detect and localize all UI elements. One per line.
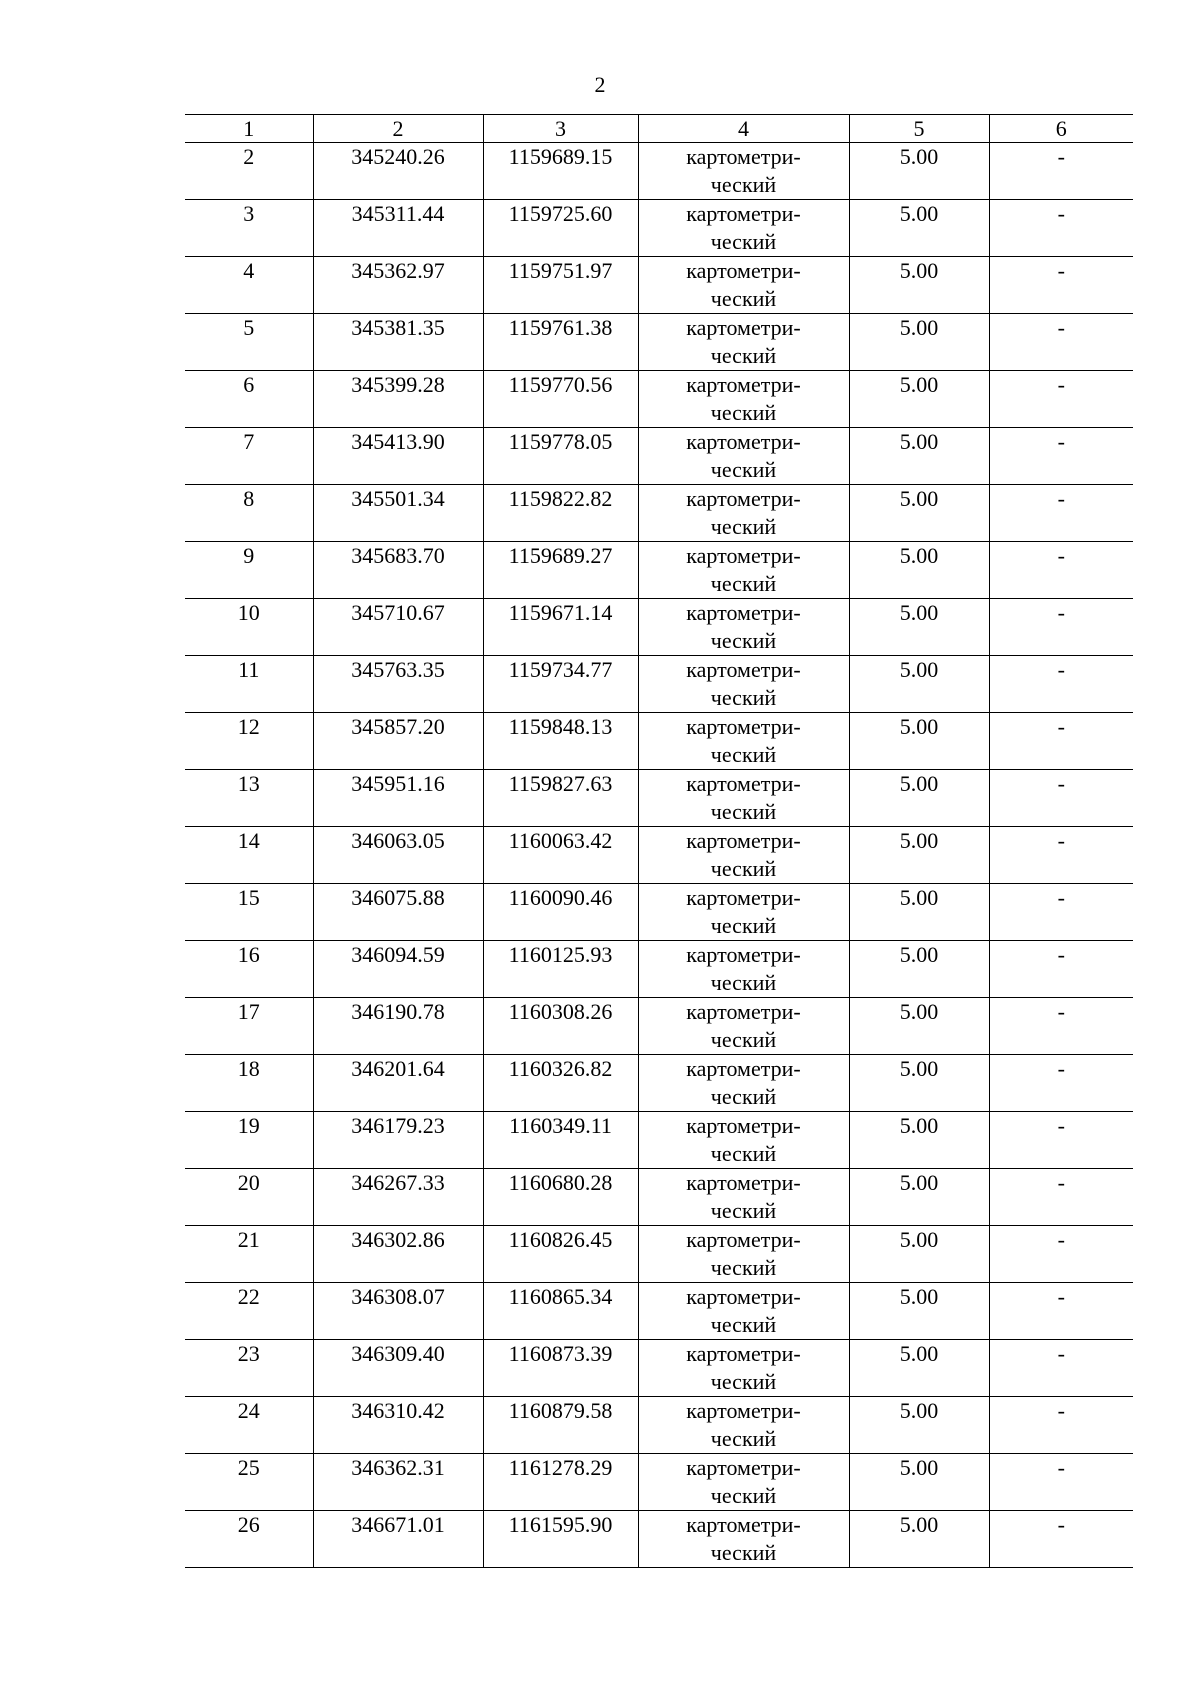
method-cell <box>638 599 849 656</box>
page-number: 2 <box>594 72 606 97</box>
point-number-cell: 11 <box>185 656 313 713</box>
method-text-line-2: ческий <box>710 628 777 653</box>
x-coordinate-cell: 346310.42 <box>313 1397 483 1454</box>
x-coordinate-cell: 346075.88 <box>313 884 483 941</box>
note-cell: - <box>989 941 1133 998</box>
method-text-line-1: картометри- <box>686 543 801 568</box>
precision-cell: 5.00 <box>849 257 989 314</box>
y-coordinate-cell: 1159734.77 <box>483 656 638 713</box>
note-cell: - <box>989 1340 1133 1397</box>
method-text-line-1: картометри- <box>686 657 801 682</box>
x-coordinate-cell: 346190.78 <box>313 998 483 1055</box>
coordinates-table <box>185 114 1133 1568</box>
precision-cell: 5.00 <box>849 371 989 428</box>
note-cell: - <box>989 1397 1133 1454</box>
method-cell <box>638 371 849 428</box>
method-cell <box>638 1397 849 1454</box>
method-text-line-2: ческий <box>710 172 777 197</box>
precision-cell: 5.00 <box>849 200 989 257</box>
point-number-cell: 23 <box>185 1340 313 1397</box>
point-number-cell: 22 <box>185 1283 313 1340</box>
method-cell <box>638 1226 849 1283</box>
method-text-line-1: картометри- <box>686 372 801 397</box>
method-text-line-1: картометри- <box>686 1227 801 1252</box>
method-cell <box>638 143 849 200</box>
method-text-line-1: картометри- <box>686 144 801 169</box>
y-coordinate-cell: 1160308.26 <box>483 998 638 1055</box>
precision-cell: 5.00 <box>849 827 989 884</box>
method-cell <box>638 1112 849 1169</box>
method-cell <box>638 542 849 599</box>
note-cell: - <box>989 1283 1133 1340</box>
precision-cell: 5.00 <box>849 143 989 200</box>
x-coordinate-cell: 346063.05 <box>313 827 483 884</box>
precision-cell: 5.00 <box>849 941 989 998</box>
x-coordinate-cell: 345857.20 <box>313 713 483 770</box>
x-coordinate-cell: 346362.31 <box>313 1454 483 1511</box>
point-number-cell: 10 <box>185 599 313 656</box>
table-row <box>185 599 1133 656</box>
method-text-line-1: картометри- <box>686 258 801 283</box>
precision-cell: 5.00 <box>849 998 989 1055</box>
method-text-line-1: картометри- <box>686 1056 801 1081</box>
method-text-line-1: картометри- <box>686 885 801 910</box>
method-text-line-1: картометри- <box>686 1398 801 1423</box>
table-header-row <box>185 115 1133 143</box>
table-row <box>185 1454 1133 1511</box>
method-cell <box>638 257 849 314</box>
x-coordinate-cell: 345763.35 <box>313 656 483 713</box>
y-coordinate-cell: 1160680.28 <box>483 1169 638 1226</box>
method-cell <box>638 1340 849 1397</box>
x-coordinate-cell: 345240.26 <box>313 143 483 200</box>
point-number-cell: 16 <box>185 941 313 998</box>
method-cell <box>638 713 849 770</box>
table-row <box>185 1169 1133 1226</box>
method-text-line-1: картометри- <box>686 999 801 1024</box>
x-coordinate-cell: 345710.67 <box>313 599 483 656</box>
table-row <box>185 428 1133 485</box>
table-row <box>185 1397 1133 1454</box>
y-coordinate-cell: 1160879.58 <box>483 1397 638 1454</box>
method-text-line-1: картометри- <box>686 1113 801 1138</box>
column-header: 2 <box>313 115 483 143</box>
method-text-line-2: ческий <box>710 457 777 482</box>
method-cell <box>638 314 849 371</box>
precision-cell: 5.00 <box>849 1454 989 1511</box>
method-text-line-1: картометри- <box>686 429 801 454</box>
note-cell: - <box>989 827 1133 884</box>
table-row <box>185 1055 1133 1112</box>
table-row <box>185 827 1133 884</box>
note-cell: - <box>989 1169 1133 1226</box>
column-header: 5 <box>849 115 989 143</box>
table-body <box>185 143 1133 1568</box>
note-cell: - <box>989 485 1133 542</box>
precision-cell: 5.00 <box>849 1397 989 1454</box>
method-text-line-1: картометри- <box>686 600 801 625</box>
table-row <box>185 770 1133 827</box>
method-text-line-1: картометри- <box>686 1455 801 1480</box>
y-coordinate-cell: 1159689.15 <box>483 143 638 200</box>
table-row <box>185 941 1133 998</box>
method-text-line-2: ческий <box>710 1369 777 1394</box>
method-cell <box>638 941 849 998</box>
point-number-cell: 14 <box>185 827 313 884</box>
y-coordinate-cell: 1159770.56 <box>483 371 638 428</box>
method-text-line-2: ческий <box>710 343 777 368</box>
y-coordinate-cell: 1161595.90 <box>483 1511 638 1568</box>
y-coordinate-cell: 1159827.63 <box>483 770 638 827</box>
precision-cell: 5.00 <box>849 884 989 941</box>
method-cell <box>638 1283 849 1340</box>
method-text-line-1: картометри- <box>686 714 801 739</box>
y-coordinate-cell: 1160125.93 <box>483 941 638 998</box>
column-header: 4 <box>638 115 849 143</box>
method-text-line-1: картометри- <box>686 828 801 853</box>
method-text-line-2: ческий <box>710 913 777 938</box>
note-cell: - <box>989 314 1133 371</box>
table-row <box>185 257 1133 314</box>
precision-cell: 5.00 <box>849 485 989 542</box>
note-cell: - <box>989 1454 1133 1511</box>
point-number-cell: 5 <box>185 314 313 371</box>
method-text-line-1: картометри- <box>686 315 801 340</box>
precision-cell: 5.00 <box>849 542 989 599</box>
table-row <box>185 656 1133 713</box>
method-cell <box>638 770 849 827</box>
precision-cell: 5.00 <box>849 428 989 485</box>
method-text-line-2: ческий <box>710 685 777 710</box>
table-row <box>185 143 1133 200</box>
y-coordinate-cell: 1159761.38 <box>483 314 638 371</box>
x-coordinate-cell: 345381.35 <box>313 314 483 371</box>
precision-cell: 5.00 <box>849 1169 989 1226</box>
method-text-line-2: ческий <box>710 1255 777 1280</box>
y-coordinate-cell: 1160063.42 <box>483 827 638 884</box>
x-coordinate-cell: 345413.90 <box>313 428 483 485</box>
method-text-line-2: ческий <box>710 1141 777 1166</box>
precision-cell: 5.00 <box>849 1340 989 1397</box>
method-cell <box>638 1454 849 1511</box>
method-cell <box>638 998 849 1055</box>
method-text-line-2: ческий <box>710 571 777 596</box>
x-coordinate-cell: 346309.40 <box>313 1340 483 1397</box>
y-coordinate-cell: 1159725.60 <box>483 200 638 257</box>
method-text-line-2: ческий <box>710 799 777 824</box>
point-number-cell: 4 <box>185 257 313 314</box>
precision-cell: 5.00 <box>849 656 989 713</box>
point-number-cell: 26 <box>185 1511 313 1568</box>
x-coordinate-cell: 346267.33 <box>313 1169 483 1226</box>
method-cell <box>638 485 849 542</box>
method-text-line-2: ческий <box>710 286 777 311</box>
precision-cell: 5.00 <box>849 314 989 371</box>
x-coordinate-cell: 345362.97 <box>313 257 483 314</box>
note-cell: - <box>989 542 1133 599</box>
method-text-line-1: картометри- <box>686 942 801 967</box>
x-coordinate-cell: 346308.07 <box>313 1283 483 1340</box>
method-cell <box>638 1055 849 1112</box>
x-coordinate-cell: 346671.01 <box>313 1511 483 1568</box>
method-text-line-1: картометри- <box>686 201 801 226</box>
x-coordinate-cell: 345399.28 <box>313 371 483 428</box>
point-number-cell: 18 <box>185 1055 313 1112</box>
table-row <box>185 1340 1133 1397</box>
y-coordinate-cell: 1159751.97 <box>483 257 638 314</box>
method-text-line-2: ческий <box>710 1312 777 1337</box>
precision-cell: 5.00 <box>849 1055 989 1112</box>
method-cell <box>638 200 849 257</box>
table-row <box>185 1226 1133 1283</box>
precision-cell: 5.00 <box>849 599 989 656</box>
method-text-line-2: ческий <box>710 1027 777 1052</box>
method-text-line-1: картометри- <box>686 1284 801 1309</box>
method-cell <box>638 656 849 713</box>
y-coordinate-cell: 1160326.82 <box>483 1055 638 1112</box>
point-number-cell: 21 <box>185 1226 313 1283</box>
note-cell: - <box>989 1055 1133 1112</box>
y-coordinate-cell: 1160865.34 <box>483 1283 638 1340</box>
x-coordinate-cell: 346201.64 <box>313 1055 483 1112</box>
y-coordinate-cell: 1159778.05 <box>483 428 638 485</box>
point-number-cell: 15 <box>185 884 313 941</box>
table-row <box>185 314 1133 371</box>
method-text-line-2: ческий <box>710 400 777 425</box>
note-cell: - <box>989 884 1133 941</box>
point-number-cell: 25 <box>185 1454 313 1511</box>
point-number-cell: 7 <box>185 428 313 485</box>
y-coordinate-cell: 1159671.14 <box>483 599 638 656</box>
y-coordinate-cell: 1160873.39 <box>483 1340 638 1397</box>
method-cell <box>638 1169 849 1226</box>
method-cell <box>638 428 849 485</box>
table-row <box>185 998 1133 1055</box>
y-coordinate-cell: 1159689.27 <box>483 542 638 599</box>
note-cell: - <box>989 1112 1133 1169</box>
column-header: 3 <box>483 115 638 143</box>
note-cell: - <box>989 143 1133 200</box>
note-cell: - <box>989 1226 1133 1283</box>
x-coordinate-cell: 345683.70 <box>313 542 483 599</box>
note-cell: - <box>989 1511 1133 1568</box>
point-number-cell: 8 <box>185 485 313 542</box>
table-row <box>185 1112 1133 1169</box>
precision-cell: 5.00 <box>849 1283 989 1340</box>
x-coordinate-cell: 346094.59 <box>313 941 483 998</box>
y-coordinate-cell: 1160349.11 <box>483 1112 638 1169</box>
method-cell <box>638 827 849 884</box>
table-row <box>185 200 1133 257</box>
note-cell: - <box>989 371 1133 428</box>
point-number-cell: 17 <box>185 998 313 1055</box>
point-number-cell: 13 <box>185 770 313 827</box>
table-row <box>185 1283 1133 1340</box>
note-cell: - <box>989 428 1133 485</box>
method-text-line-1: картометри- <box>686 486 801 511</box>
point-number-cell: 24 <box>185 1397 313 1454</box>
point-number-cell: 3 <box>185 200 313 257</box>
note-cell: - <box>989 257 1133 314</box>
method-text-line-1: картометри- <box>686 771 801 796</box>
precision-cell: 5.00 <box>849 1511 989 1568</box>
note-cell: - <box>989 713 1133 770</box>
y-coordinate-cell: 1161278.29 <box>483 1454 638 1511</box>
method-text-line-1: картометри- <box>686 1512 801 1537</box>
note-cell: - <box>989 599 1133 656</box>
y-coordinate-cell: 1159822.82 <box>483 485 638 542</box>
table-row <box>185 713 1133 770</box>
note-cell: - <box>989 770 1133 827</box>
x-coordinate-cell: 345951.16 <box>313 770 483 827</box>
precision-cell: 5.00 <box>849 770 989 827</box>
method-text-line-2: ческий <box>710 1084 777 1109</box>
column-header: 6 <box>989 115 1133 143</box>
table-row <box>185 485 1133 542</box>
column-header: 1 <box>185 115 313 143</box>
method-text-line-2: ческий <box>710 514 777 539</box>
method-text-line-2: ческий <box>710 1198 777 1223</box>
method-text-line-1: картометри- <box>686 1341 801 1366</box>
precision-cell: 5.00 <box>849 1112 989 1169</box>
y-coordinate-cell: 1159848.13 <box>483 713 638 770</box>
x-coordinate-cell: 346302.86 <box>313 1226 483 1283</box>
method-text-line-2: ческий <box>710 1426 777 1451</box>
method-text-line-2: ческий <box>710 970 777 995</box>
point-number-cell: 12 <box>185 713 313 770</box>
method-text-line-2: ческий <box>710 1483 777 1508</box>
point-number-cell: 9 <box>185 542 313 599</box>
y-coordinate-cell: 1160826.45 <box>483 1226 638 1283</box>
method-text-line-2: ческий <box>710 856 777 881</box>
precision-cell: 5.00 <box>849 713 989 770</box>
point-number-cell: 2 <box>185 143 313 200</box>
note-cell: - <box>989 200 1133 257</box>
method-cell <box>638 1511 849 1568</box>
method-text-line-2: ческий <box>710 229 777 254</box>
method-cell <box>638 884 849 941</box>
point-number-cell: 6 <box>185 371 313 428</box>
method-text-line-1: картометри- <box>686 1170 801 1195</box>
y-coordinate-cell: 1160090.46 <box>483 884 638 941</box>
method-text-line-2: ческий <box>710 742 777 767</box>
table-row <box>185 1511 1133 1568</box>
x-coordinate-cell: 346179.23 <box>313 1112 483 1169</box>
precision-cell: 5.00 <box>849 1226 989 1283</box>
table-row <box>185 542 1133 599</box>
table-row <box>185 371 1133 428</box>
method-text-line-2: ческий <box>710 1540 777 1565</box>
point-number-cell: 19 <box>185 1112 313 1169</box>
note-cell: - <box>989 656 1133 713</box>
point-number-cell: 20 <box>185 1169 313 1226</box>
table-row <box>185 884 1133 941</box>
x-coordinate-cell: 345311.44 <box>313 200 483 257</box>
x-coordinate-cell: 345501.34 <box>313 485 483 542</box>
note-cell: - <box>989 998 1133 1055</box>
